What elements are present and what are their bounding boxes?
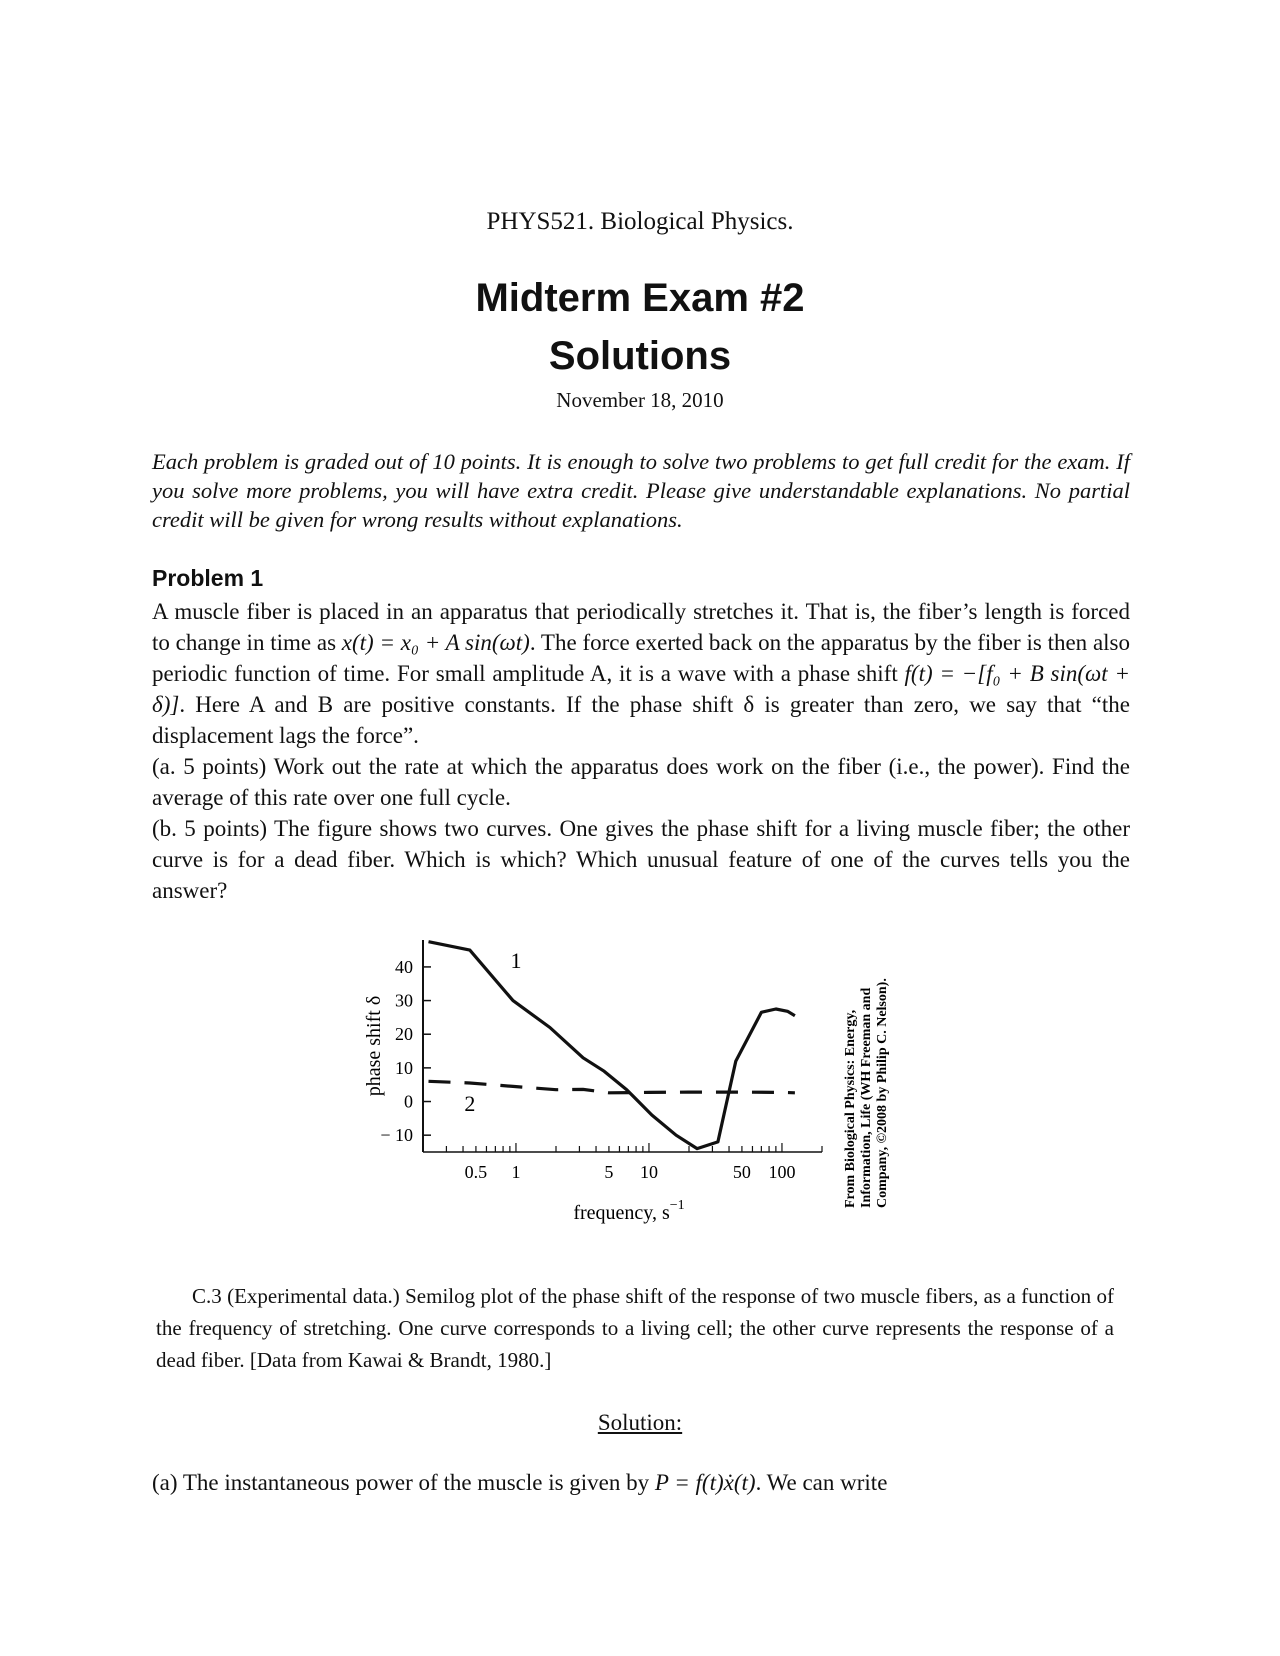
series-2-label: 2: [464, 1091, 476, 1117]
phase-shift-chart: [330, 930, 910, 1260]
statement-text-2: . The force exerted back on the apparatus by the fiber is then also periodic function of time. For small amplitude A, it is a wave with a phase shift: [152, 630, 1130, 686]
equation-x: x(t) = x₀ + A sin(ωt): [341, 630, 530, 655]
solution-heading: Solution:: [597, 1410, 683, 1435]
y-tick-label: 20: [395, 1024, 413, 1045]
problem-1-part-b: (b. 5 points) The figure shows two curves. One gives the phase shift for a living muscle fiber; the other curve is for a dead fiber. Which is which? Which unusual feature of one of the curves tells you the answer?: [152, 816, 1130, 903]
statement-text-3: . Here A and B are positive constants. If the phase shift δ is greater than zero, we say that “the displacement lags the force”.: [152, 692, 1130, 748]
caption-text: (Experimental data.) Semilog plot of the phase shift of the response of two muscle fibers, as a function of the frequency of stretching. One curve corresponds to a living cell; the other curve represents the response of a dead fiber. [Data from Kawai & Brandt, 1980.]: [156, 1284, 1114, 1372]
solution-part-a: [152, 1470, 887, 1496]
series-1-label: 1: [510, 948, 522, 974]
problem-1-heading: Problem 1: [152, 565, 264, 591]
problem-1-statement: [152, 596, 1130, 751]
statement-text-1: A muscle fiber is placed in an apparatus that periodically stretches it. That is, the fiber’s length is forced to change in time as: [152, 599, 1130, 655]
instructions-paragraph: Each problem is graded out of 10 points. It is enough to solve two problems to get full credit for the exam. If you solve more problems, you will have extra credit. Please give understandable explanations. No partial credit will be given for wrong results without explanations.: [152, 449, 1130, 532]
x-tick-label: 50: [732, 1162, 751, 1182]
y-tick-label: − 10: [380, 1125, 413, 1146]
equation-f: f(t) = −[f₀ + B sin(ωt + δ)]: [152, 661, 1130, 717]
course-title: PHYS521. Biological Physics.: [486, 208, 794, 235]
exam-title: Midterm Exam #2: [475, 276, 805, 320]
x-tick-label: 1: [511, 1162, 521, 1182]
y-tick-label: 10: [395, 1057, 413, 1078]
exam-subtitle: Solutions: [548, 334, 732, 378]
y-axis-label: phase shift δ: [363, 995, 385, 1097]
series-2-line: [429, 1081, 795, 1093]
series-1-line: [429, 942, 795, 1149]
x-axis-label: frequency, $s^{-1}$: [573, 1198, 685, 1224]
figure-caption: [156, 1280, 1114, 1376]
y-tick-label: 40: [395, 956, 413, 977]
figure-credit: [843, 978, 890, 1208]
exam-date: November 18, 2010: [556, 388, 724, 412]
y-tick-label: 0: [404, 1091, 413, 1112]
problem-1-body: [152, 596, 1130, 906]
problem-1-part-a: (a. 5 points) Work out the rate at which the apparatus does work on the fiber (i.e., the power). Find the average of this rate over one full cycle.: [152, 754, 1130, 810]
power-equation: P = f(t)ẋ(t): [654, 1470, 756, 1495]
credit-line-1: From Biological Physics: Energy,: [843, 1009, 858, 1208]
y-tick-label: 30: [395, 990, 413, 1011]
solution-text: (a) The instantaneous power of the muscle is given by: [152, 1470, 655, 1495]
credit-line-2: Information, Life (WH Freeman and: [859, 987, 874, 1208]
solution-text-tail: . We can write: [755, 1470, 888, 1495]
x-tick-label: 100: [768, 1162, 796, 1182]
credit-line-3: Company, ©2008 by Philip C. Nelson).: [875, 978, 890, 1208]
caption-label: C.3: [192, 1284, 222, 1308]
x-tick-label: 10: [639, 1162, 658, 1182]
x-tick-label: 0.5: [464, 1162, 488, 1182]
x-tick-label: 5: [604, 1162, 614, 1182]
